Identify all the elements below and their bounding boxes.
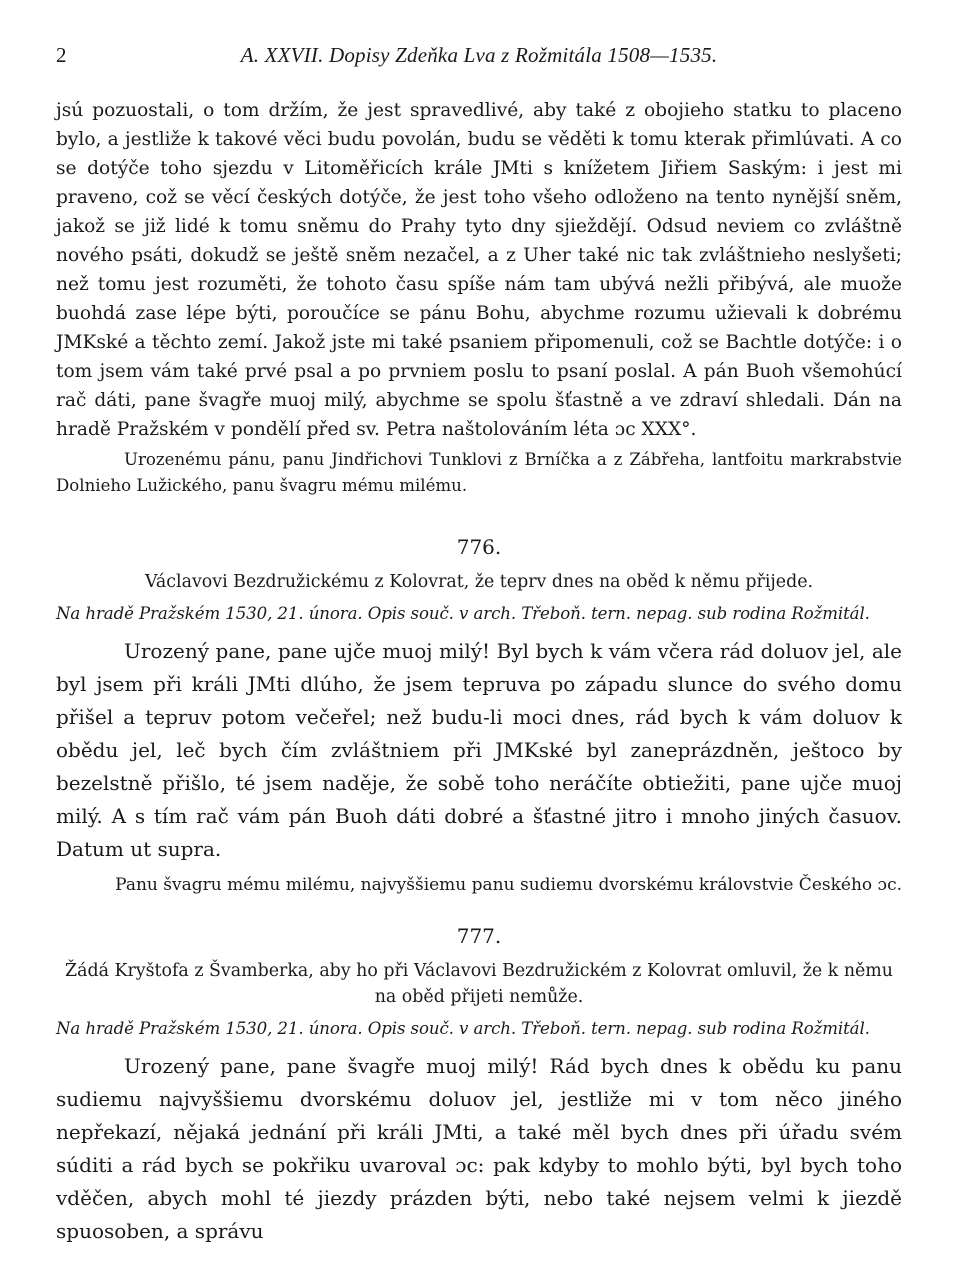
page-number: 2 xyxy=(56,43,67,67)
letter-number: 776. xyxy=(456,535,502,559)
letter-number: 777. xyxy=(456,924,502,948)
letter-body: Urozený pane, pane švagře muoj milý! Rád bych dnes k obědu ku panu sudiemu najvyššiemu dvorskému doluov jel, jestliže mi v tom něco jiného nepřekazí, nějaká jednání při králi JMti, a také měl bych dnes při úřadu svém súditi a rád bych se pokřiku uvaroval ɔc: pak kdyby to mohlo býti, byl bych toho vděčen, abych mohl té jiezdy prázden býti, nebo také nejsem velmi k jiezdě spuosoben, a správu xyxy=(56,1054,902,1243)
running-head xyxy=(56,38,902,72)
letter-regest: Václavovi Bezdružickému z Kolovrat, že teprv dnes na oběd k němu přijede. xyxy=(144,572,814,592)
letter-continuation-text: jsú pozuostali, o tom držím, že jest spravedlivé, aby také z obojieho statku to placeno bylo, a jestliže k takové věci budu povolán, budu se věděti k tomu kterak přimlúvati. A co se dotýče toho sjezdu v Litoměřicích krále JMti s knížetem Jiřiem Saským: i jest mi praveno, což se věcí českých dotýče, že jest toho všeho odloženo na tento nynější sněm, jakož se již lidé k tomu sněmu do Prahy tyto dny sjieždějí. Odsud neviem co zvláštně nového psáti, dokudž se ještě sněm nezačel, a z Uher také nic tak zvláštnieho neslyšeti; než tomu jest rozuměti, že tohoto času spíše nám tam ubývá nežli přibývá, ale muože buohdá zase lépe býti, poroučíce se pánu Bohu, abychme rozumu užievali k dobrému JMKské a těchto zemí. Jakož jste mi také psaniem připomenuli, což se Bachtle dotýče: i o tom jsem vám také prvé psal a po prvniem poslu to psaní poslal. A pán Buoh všemohúcí rač dáti, pane švagře muoj milý, abychme se spolu šťastně a ve zdraví shledali. Dán na hradě Pražském v pondělí před sv. Petra naštolováním léta ɔc XXX°. xyxy=(56,100,902,440)
letter-body: Urozený pane, pane ujče muoj milý! Byl bych k vám včera rád doluov jel, ale byl jsem při králi JMti dlúho, že jsem tepruva po západu slunce do svého domu přišel a tepruv potom večeřel; než budu-li moci dnes, rád bych k vám doluov k obědu jel, leč bych čím zvláštniem při JMKské byl zaneprázdněn, ještoco by bezelstně přišlo, té jsem naděje, že sobě toho neráčíte obtiežiti, pane ujče muoj milý. A s tím rač vám pán Buoh dáti dobré a šťastné jitro i mnoho jiných časuov. Datum ut supra. xyxy=(56,639,902,861)
letter-address: Urozenému pánu, panu Jindřichovi Tunklovi z Brníčka a z Zábřeha, lantfoitu markrabstvie Dolnieho Lužického, panu švagru mému milému. xyxy=(56,450,902,495)
letter-regest: Žádá Kryštofa z Švamberka, aby ho při Václavovi Bezdružickém z Kolovrat omluvil, že k němu na oběd přijeti nemůže. xyxy=(65,961,893,1007)
letter-source: Na hradě Pražském 1530, 21. února. Opis souč. v arch. Třeboň. tern. nepag. sub rodina Rožmitál. xyxy=(56,1019,870,1038)
running-title: A. XXVII. Dopisy Zdeňka Lva z Rožmitála 1508—1535. xyxy=(240,43,718,67)
letter-address: Panu švagru mému milému, najvyššiemu panu sudiemu dvorskému královstvie Českého ɔc. xyxy=(115,875,902,895)
letter-source: Na hradě Pražském 1530, 21. února. Opis souč. v arch. Třeboň. tern. nepag. sub rodina Rožmitál. xyxy=(56,604,870,623)
